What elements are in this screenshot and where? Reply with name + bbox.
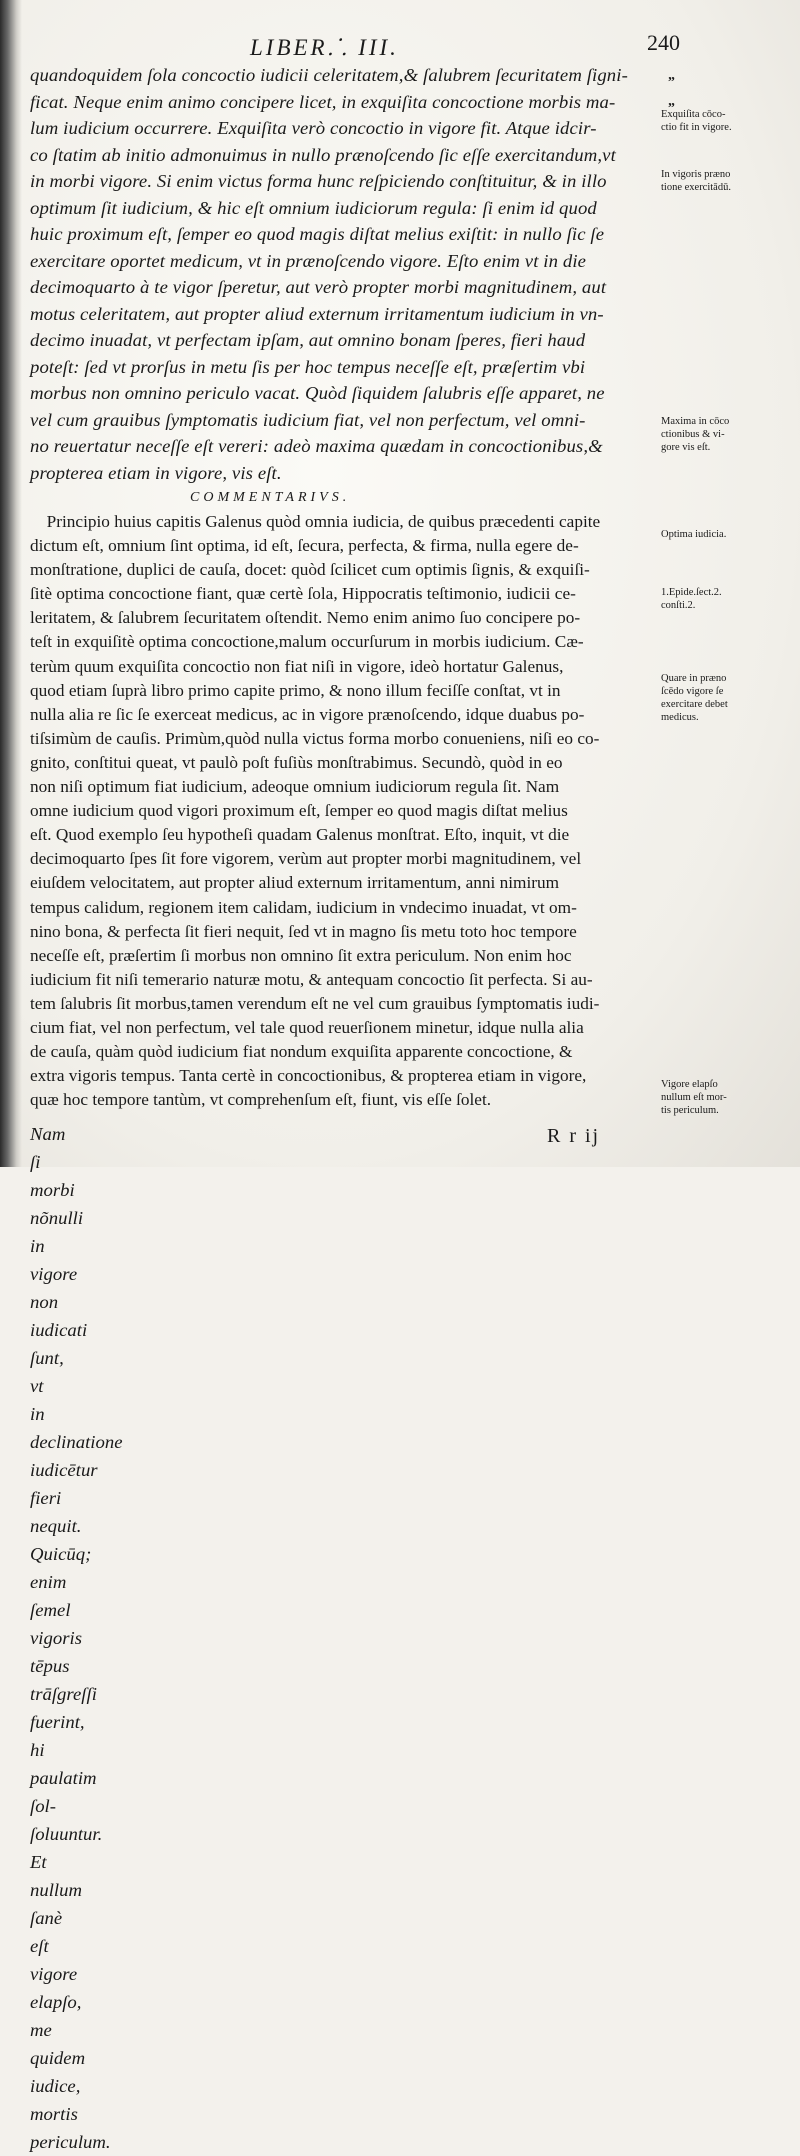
quote-mark: „ [668, 68, 675, 83]
margin-note-text: In vigoris præno tione exercitādū. [661, 169, 731, 193]
main-text-column [30, 62, 658, 2156]
margin-note-text: Quare in præno ſcēdo vigore ſe exercitare debet medicus. [661, 673, 728, 723]
margin-note-text: 1.Epide.ſect.2. conſti.2. [661, 587, 722, 611]
margin-note [661, 168, 797, 194]
margin-note-text: Maxima in cōco ctionibus & vi- gore vis eſt. [661, 416, 730, 453]
margin-note [661, 528, 797, 541]
margin-note [661, 415, 797, 454]
binding-gutter-shadow [0, 0, 22, 1167]
margin-note-text: Vigore elapſo nullum eſt mor- tis periculum. [661, 1079, 727, 1116]
margin-note [661, 586, 797, 612]
commentary-heading: COMMENTARIVS. [190, 490, 351, 505]
page-header [250, 30, 680, 60]
commentary-text: Principio huius capitis Galenus quòd omnia iudicia, de quibus præcedenti capite dictum eſt, omnium ſint optima, id eſt, ſecura, perfecta, & firma, nulla egere de- monſtratione, duplici de cauſa, docet: quòd ſcilicet cum optimis ſignis, & exquiſi- ſitè optima concoctione fiant, quæ certè ſola, Hippocratis teſtimonio, iudicii ce- leritatem, & ſalubrem ſecuritatem oſtendit. Nemo enim animo ſuo concipere po- teſt in exquiſitè optima concoctione,malum occurſurum in morbis iudicium. Cæ- terùm quum exquiſita concoctio non fiat niſi in vigore, ideò hortatur Galenus, quod etiam ſuprà libro primo capite primo, & nono illum feciſſe conſtat, vt in nulla alia re ſic ſe exerceat medicus, ac in vigore prænoſcendo, idque duabus po- tiſsimùm de cauſis. Primùm,quòd nulla victus forma morbo conueniens, niſi eo co- gnito, conſtitui queat, vt paulò poſt fuſiùs monſtrabimus. Secundò, quòd in eo non niſi optimum fiat iudicium, adeoque omnium iudiciorum regula ſit. Nam omne iudicium quod vigori proximum eſt, ſemper eo quod magis diſtat melius eſt. Quod exemplo ſeu hypotheſi quadam Galenus monſtrat. Eſto, inquit, vt die decimoquarto ſpes ſit fore vigorem, verùm aut propter morbi magnitudinem, vel eiuſdem velocitatem, aut propter aliud externum irritamentum, anni nimirum tempus calidum, regionem item calidam, iudicium in vndecimo inuadat, vt om- nino bona, & perfecta ſit fieri nequit, ſed vt in magno ſis metu toto hoc tempore neceſſe eſt, præſertim ſi morbus non omnino ſit extra periculum. Non enim hoc iudicium fit niſi temerario naturæ motu, & antequam concoctio ſit perfecta. Si au- tem ſalubris ſit morbus,tamen verendum eſt ne vel cum grauibus ſymptomatis iudi- cium fiat, vel non perfectum, vel tale quod reuerſionem minetur, idque nulla alia de cauſa, quàm quòd iudicium fiat nondum exquiſita apparente concoctione, & extra vigoris tempus. Tanta certè in concoctionibus, & propterea etiam in vigore, quæ hoc tempore tantùm, vt comprehenſum eſt, fiunt, vis eſſe ſolet. [30, 512, 601, 1110]
margin-notes [661, 0, 797, 1167]
page-number: 240 [647, 30, 680, 55]
margin-note [661, 672, 797, 724]
margin-note-text: Exquiſita cōco- ctio fit in vigore. [661, 109, 732, 133]
running-head: LIBER⸫ III. [250, 35, 399, 60]
margin-note [661, 108, 797, 134]
hippocratic-text: quandoquidem ſola concoctio iudicii celeritatem,& ſalubrem ſecuritatem ſigni- ficat. Neque enim animo concipere licet, in exquiſita concoctione morbis ma- lum iudicium occurrere. Exquiſita verò concoctio in vigore fit. Atque idcir- co ſtatim ab initio admonuimus in nullo prænoſcendo ſic eſſe exercitandum,vt in morbi vigore. Si enim victus forma hunc reſpiciendo conſtituitur, & in illo optimum ſit iudicium, & hic eſt omnium iudiciorum regula: ſi enim id quod huic proximum eſt, ſemper eo quod magis diſtat melius exiſtit: in nullo ſic ſe exercitare oportet medicum, vt in prænoſcendo vigore. Eſto enim vt in die decimoquarto à te vigor ſperetur, aut verò propter morbi magnitudinem, aut motus celeritatem, aut propter aliud externum irritamentum iudicium in vn- decimo inuadat, vt perfectam ipſam, aut omnino bonam ſperes, fieri haud poteſt: ſed vt prorſus in metu ſis per hoc tempus neceſſe eſt, præſertim vbi morbus non omnino periculo vacat. Quòd ſiquidem ſalubris eſſe apparet, ne vel cum grauibus ſymptomatis iudicium fiat, vel non perfectum, vel omni- no reuertatur neceſſe eſt vereri: adeò maxima quædam in concoctionibus,& propterea etiam in vigore, vis eſt. [30, 65, 628, 483]
margin-note [661, 1078, 797, 1117]
margin-note-text: Optima iudicia. [661, 529, 727, 540]
hippocratic-text-continued: Nam ſi morbi nõnulli in vigore non iudicati ſunt, vt in declinatione iudicētur fieri nequit. Quicūq; enim ſemel vigoris tēpus trāſgreſſi fuerint, hi paulatim ſol- ſoluuntur. Et nullum ſanè eſt vigore elapſo, me quidem iudice, mortis periculum. [30, 1124, 123, 2153]
quote-mark: „ [668, 94, 675, 109]
signature-mark: R r ij [547, 1125, 601, 1147]
